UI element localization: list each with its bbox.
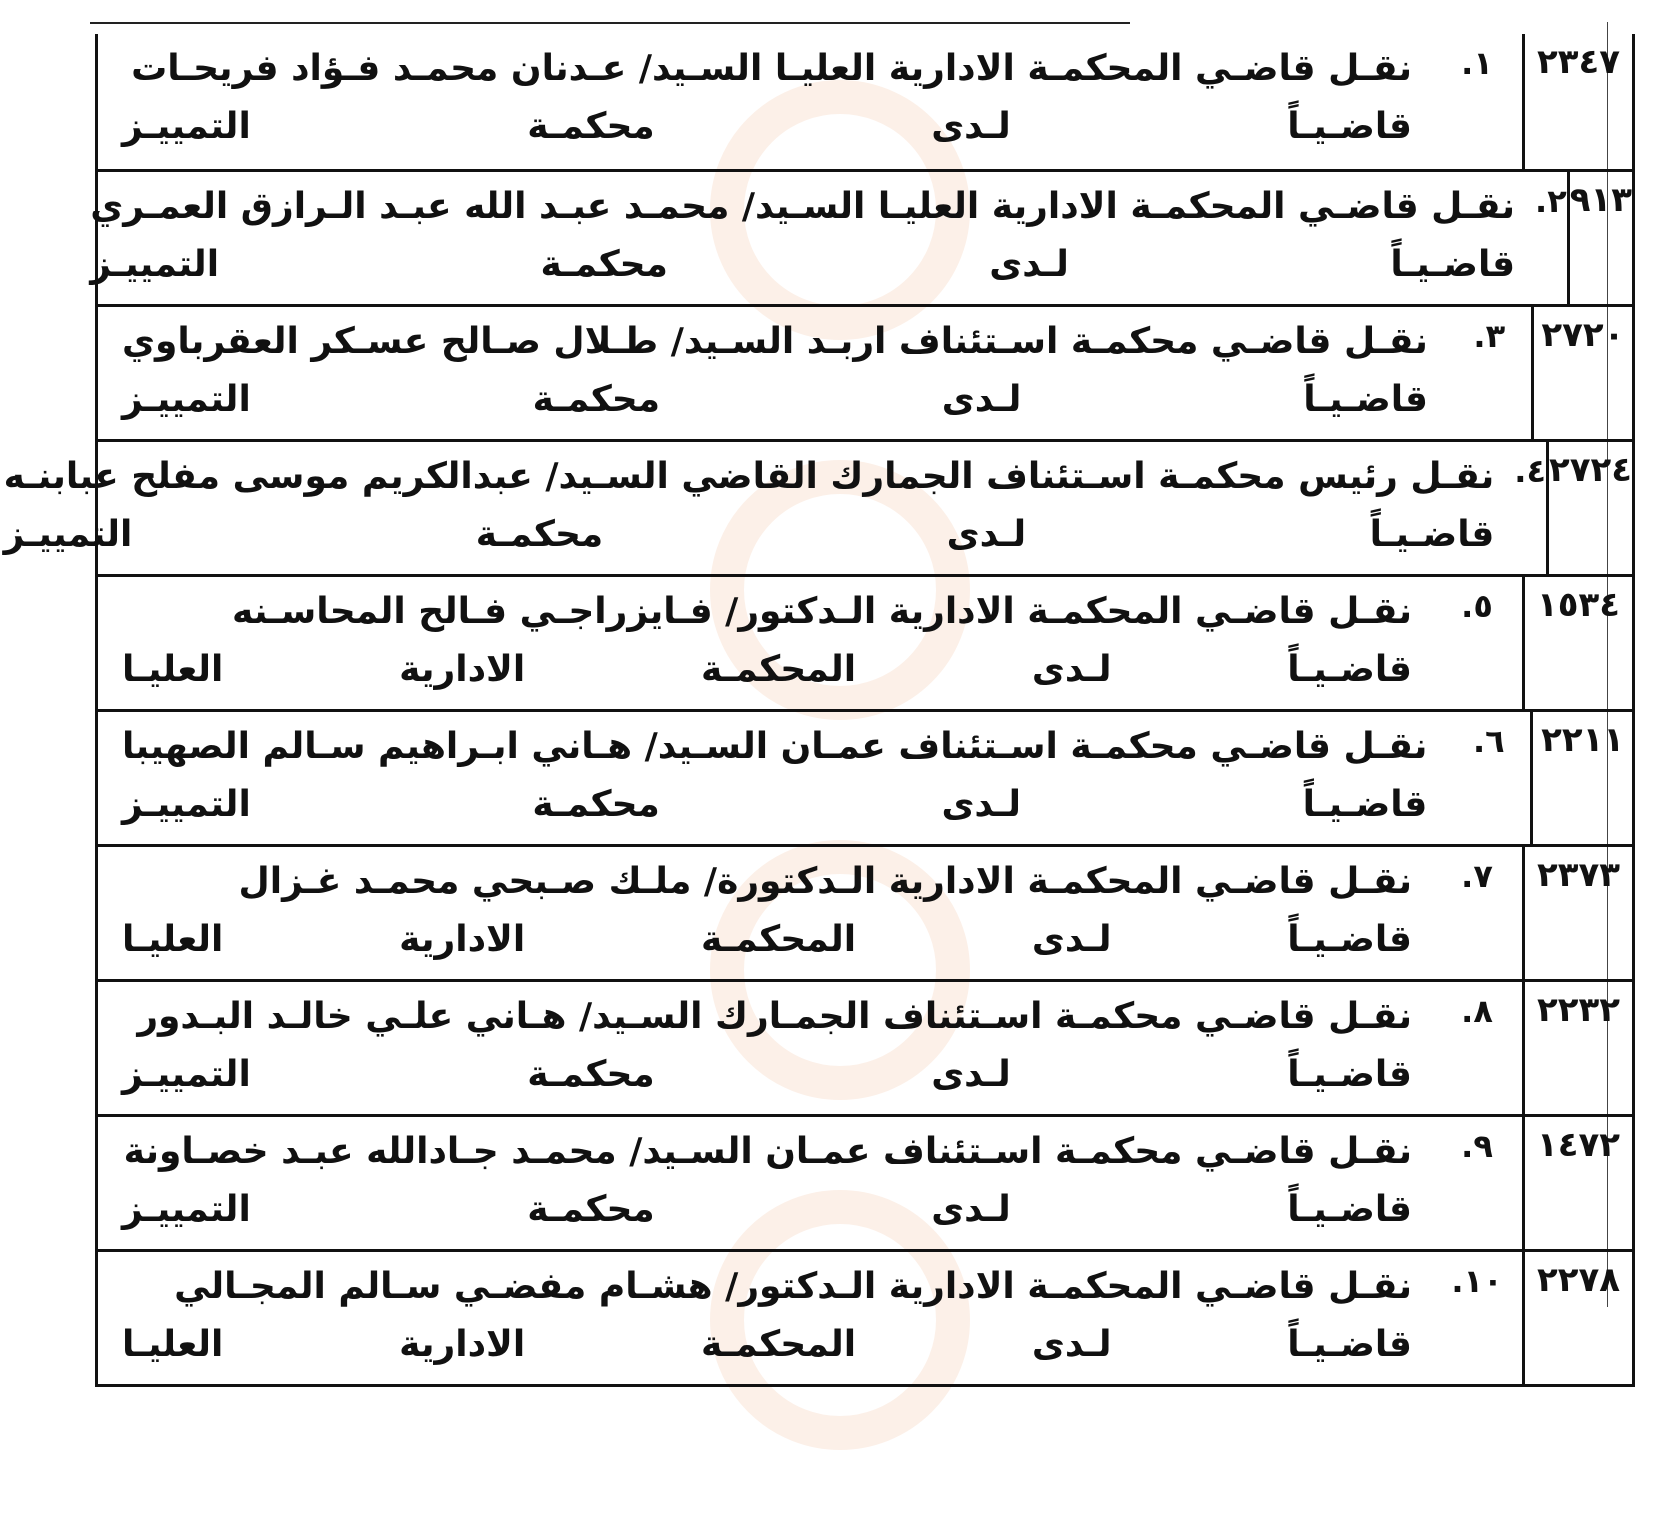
row-index: ٩. <box>1461 1127 1493 1165</box>
decision-number: ١٤٧٢ <box>1522 1117 1632 1249</box>
decision-number: ٩١٣ <box>1567 172 1632 304</box>
transfer-line: نقـل قاضـي محكمـة اسـتئناف الجمـارك السـيد/ هـاني علـي خالـد البـدور <box>137 996 1412 1037</box>
row-index: ٦. <box>1473 722 1505 760</box>
decision-number: ٢٧٢٠ <box>1531 307 1632 439</box>
decision-number: ٢٧٢٤ <box>1546 442 1632 574</box>
transfers-table <box>3 34 1635 1387</box>
row-index: ١٠. <box>1451 1262 1503 1300</box>
assignment-line: قاضـيـاً لـدى المحكمـة الادارية العليـا <box>122 1324 1412 1365</box>
table-row <box>98 1114 1632 1249</box>
assignment-line: قاضـيـاً لـدى محكمـة التمييـز <box>3 514 1495 555</box>
row-index: ٤. <box>1514 452 1546 490</box>
decision-number: ١٥٣٤ <box>1522 577 1632 709</box>
row-text <box>98 847 1432 979</box>
transfer-line: نقـل قاضـي المحكمـة الادارية العليـا السـيد/ عـدنان محمـد فـؤاد فريحـات <box>131 48 1412 89</box>
transfer-line: نقـل قاضـي المحكمـة الادارية الـدكتور/ هشـام مفضـي سـالم المجـالي <box>174 1266 1412 1307</box>
table-row <box>98 304 1632 439</box>
row-index: ٣. <box>1473 317 1506 355</box>
row-text <box>98 1117 1432 1249</box>
row-text <box>98 712 1447 844</box>
row-text <box>98 982 1432 1114</box>
row-index: ٥. <box>1461 587 1493 625</box>
row-index: ٨. <box>1461 992 1493 1030</box>
table-row <box>98 574 1632 709</box>
transfer-line: نقـل قاضـي محكمـة اسـتئناف عمـان السـيد/ محمـد جـادالله عبـد خصـاونة <box>123 1131 1412 1172</box>
row-text <box>98 34 1432 169</box>
assignment-line: قاضـيـاً لـدى المحكمـة الادارية العليـا <box>122 649 1412 690</box>
transfer-line: نقـل قاضـي المحكمـة الادارية الـدكتورة/ ملـك صـبحي محمـد غـزال <box>238 861 1412 902</box>
row-text <box>98 577 1432 709</box>
row-text <box>98 1252 1432 1384</box>
transfer-line: نقـل قاضـي المحكمـة الادارية الـدكتور/ فـايزراجـي فـالح المحاسـنه <box>231 591 1412 632</box>
table-row <box>98 844 1632 979</box>
row-index: ١. <box>1461 44 1493 82</box>
transfer-line: نقـل قاضـي محكمـة اسـتئناف اربـد السـيد/ طـلال صـالح عسـكر العقرباوي <box>122 321 1428 362</box>
assignment-line: قاضـيـاً لـدى محكمـة التمييـز <box>122 1189 1412 1230</box>
table-row <box>90 169 1632 304</box>
row-index: ٢. <box>1535 182 1567 220</box>
decision-number: ٢٢٣٢ <box>1522 982 1632 1114</box>
assignment-line: قاضـيـاً لـدى المحكمـة الادارية العليـا <box>122 919 1412 960</box>
row-text <box>0 442 1514 574</box>
table-row <box>3 439 1632 574</box>
decision-number: ٢٣٧٣ <box>1522 847 1632 979</box>
assignment-line: قاضـيـاً لـدى محكمـة التمييـز <box>90 244 1516 285</box>
assignment-line: قاضـيـاً لـدى محكمـة التمييـز <box>122 379 1428 420</box>
table-row <box>98 1249 1632 1384</box>
assignment-line: قاضـيـاً لـدى محكمـة التمييـز <box>122 784 1428 825</box>
transfer-line: نقـل قاضـي محكمـة اسـتئناف عمـان السـيد/ هـاني ابـراهيم سـالم الصهيبا <box>122 726 1428 767</box>
decision-number: ٢٢١١ <box>1530 712 1632 844</box>
table-row <box>98 709 1632 844</box>
row-text <box>98 307 1448 439</box>
assignment-line: قاضـيـاً لـدى محكمـة التمييـز <box>122 1054 1412 1095</box>
row-text <box>66 172 1535 304</box>
table-row <box>98 979 1632 1114</box>
transfer-line: نقـل قاضـي المحكمـة الادارية العليـا السـيد/ محمـد عبـد الله عبـد الـرازق العمـري <box>90 186 1516 227</box>
top-rule <box>90 22 1130 24</box>
table-row <box>98 34 1632 169</box>
assignment-line: قاضـيـاً لـدى محكمـة التمييـز <box>122 106 1412 147</box>
row-index: ٧. <box>1461 857 1493 895</box>
decision-number: ٢٣٤٧ <box>1522 34 1632 169</box>
transfer-line: نقـل رئيس محكمـة اسـتئناف الجمارك القاضي السـيد/ عبدالكريم موسى مفلح عبابنـه <box>3 456 1495 497</box>
decision-number: ٢٢٧٨ <box>1522 1252 1632 1384</box>
